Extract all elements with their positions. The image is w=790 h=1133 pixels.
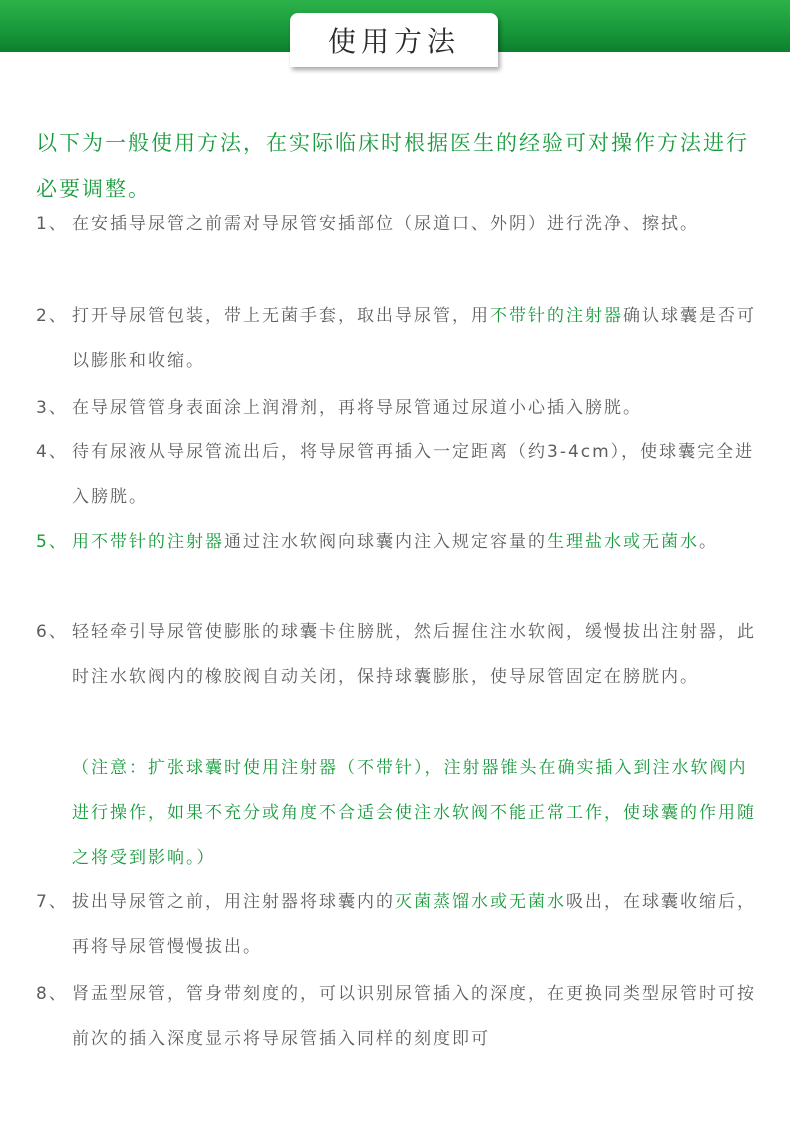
step-8 xyxy=(36,972,766,1062)
step-1 xyxy=(36,202,766,247)
step-4 xyxy=(36,430,766,520)
step-number: 8、 xyxy=(36,984,68,1004)
step-text: 在安插导尿管之前需对导尿管安插部位（尿道口、外阴）进行洗净、擦拭。 xyxy=(72,214,699,234)
step-text: 拔出导尿管之前，用注射器将球囊内的灭菌蒸馏水或无菌水吸出，在球囊收缩后，再将导尿管慢慢拔出。 xyxy=(72,892,756,957)
page-title: 使用方法 xyxy=(327,25,460,58)
step-number: 7、 xyxy=(36,892,68,912)
highlight: 生理盐水或无菌水 xyxy=(547,532,699,552)
step-text: 打开导尿管包装，带上无菌手套，取出导尿管，用不带针的注射器确认球囊是否可以膨胀和收缩。 xyxy=(72,306,756,371)
step-7 xyxy=(36,880,766,970)
step-text: 用不带针的注射器通过注水软阀向球囊内注入规定容量的生理盐水或无菌水。 xyxy=(72,532,718,552)
highlight: 不带针的注射器 xyxy=(490,306,623,326)
step-3 xyxy=(36,386,766,431)
title-tab xyxy=(290,13,498,67)
step-text: 待有尿液从导尿管流出后，将导尿管再插入一定距离（约3-4cm），使球囊完全进入膀胱。 xyxy=(72,442,755,507)
step-text: 轻轻牵引导尿管使膨胀的球囊卡住膀胱，然后握住注水软阀，缓慢拔出注射器，此时注水软阀内的橡胶阀自动关闭，保持球囊膨胀，使导尿管固定在膀胱内。 xyxy=(72,622,756,687)
step-number: 2、 xyxy=(36,306,68,326)
step-5 xyxy=(36,520,766,565)
highlight: 灭菌蒸馏水或无菌水 xyxy=(395,892,566,912)
step-text: 在导尿管管身表面涂上润滑剂，再将导尿管通过尿道小心插入膀胱。 xyxy=(72,398,642,418)
step-text: 肾盂型尿管，管身带刻度的，可以识别尿管插入的深度，在更换同类型尿管时可按前次的插入深度显示将导尿管插入同样的刻度即可 xyxy=(72,984,756,1049)
step-number: 1、 xyxy=(36,214,68,234)
step-number: 6、 xyxy=(36,622,68,642)
step-2 xyxy=(36,294,766,384)
intro-text: 以下为一般使用方法，在实际临床时根据医生的经验可对操作方法进行必要调整。 xyxy=(36,131,749,201)
step-number: 4、 xyxy=(36,442,68,462)
step-number: 3、 xyxy=(36,398,68,418)
step-number: 5、 xyxy=(36,532,68,552)
caution-note: （注意：扩张球囊时使用注射器（不带针），注射器锥头在确实插入到注水软阀内进行操作，如果不充分或角度不合适会使注水软阀不能正常工作，使球囊的作用随之将受到影响。） xyxy=(72,758,756,868)
step-6 xyxy=(36,610,766,700)
highlight: 用不带针的注射器 xyxy=(72,532,224,552)
